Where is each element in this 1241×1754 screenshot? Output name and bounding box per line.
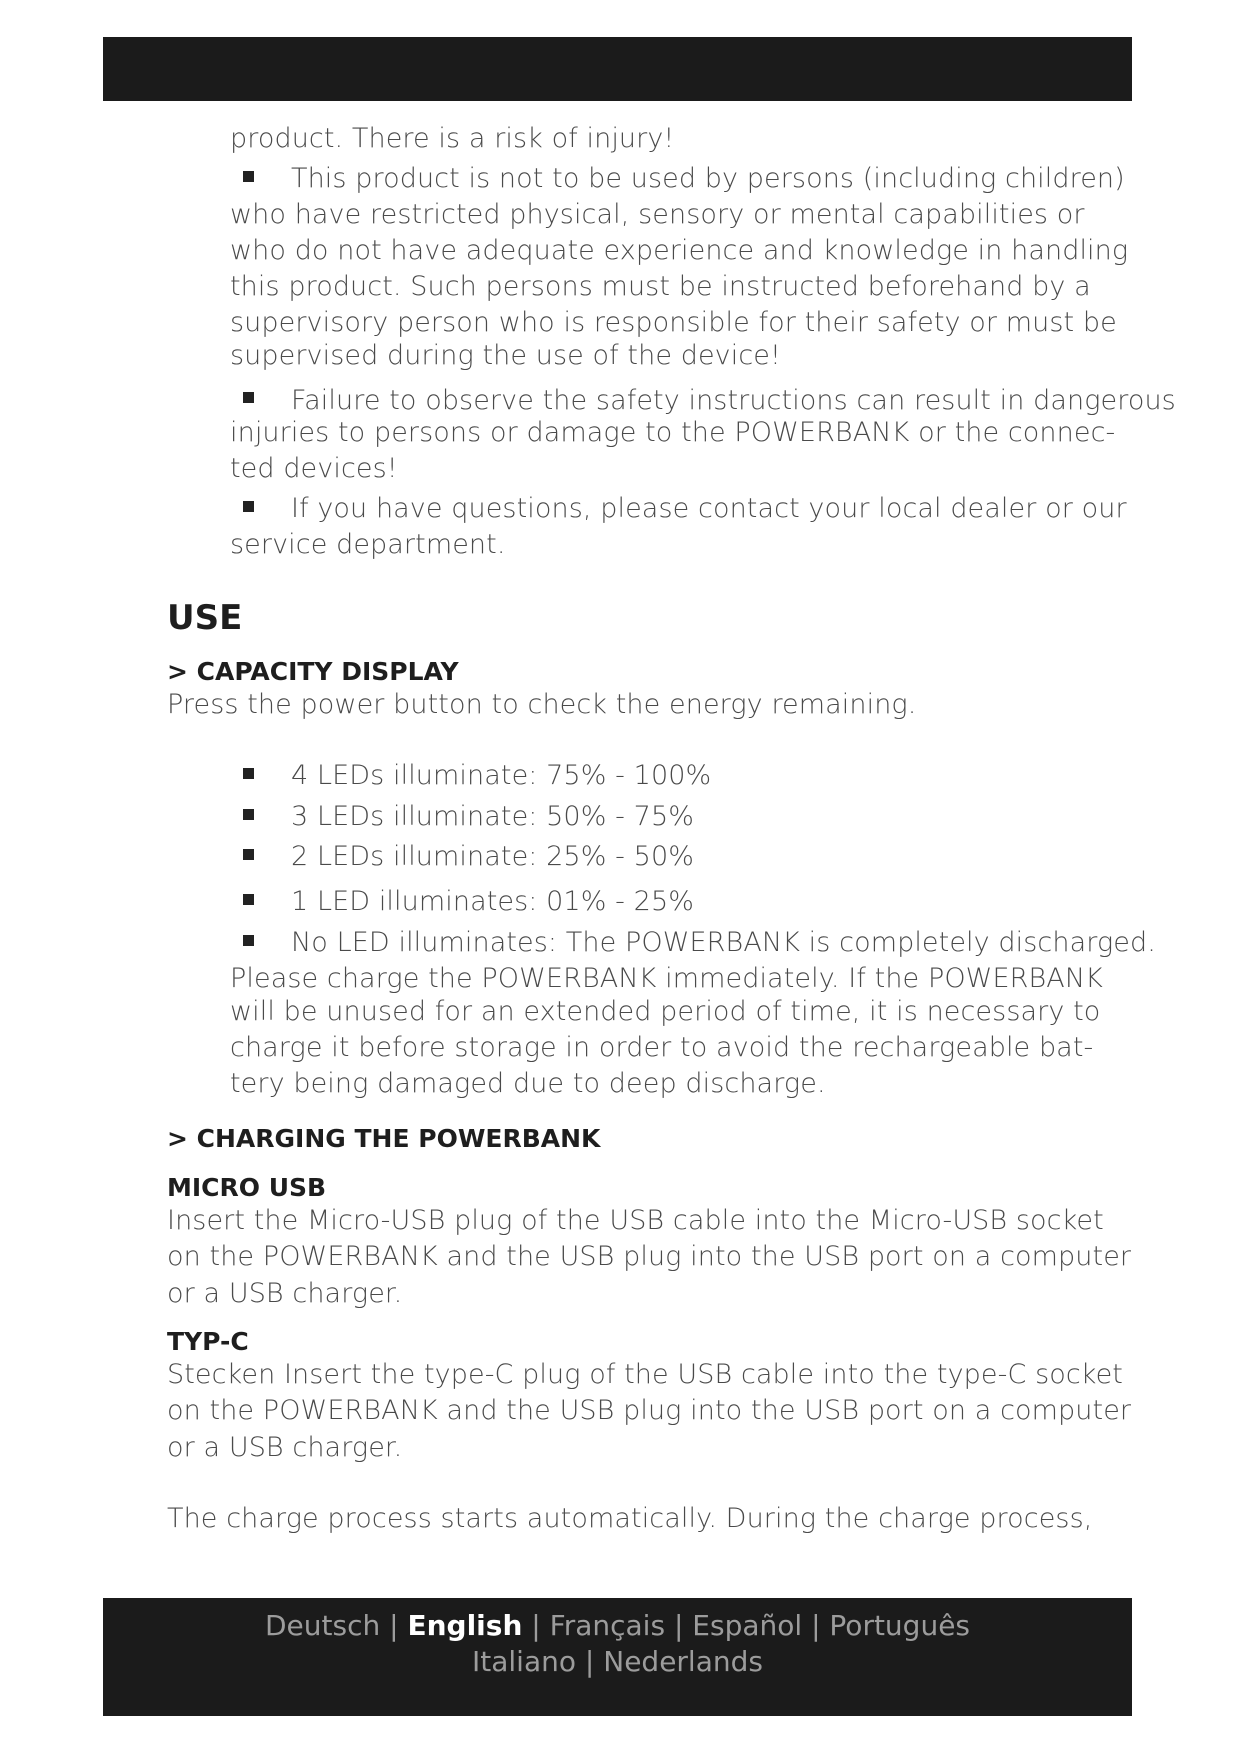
typ-c-text: on the POWERBANK and the USB plug into the USB port on a computer <box>167 1395 1132 1426</box>
lang-nederlands[interactable]: Nederlands <box>603 1645 763 1678</box>
micro-usb-text: Insert the Micro-USB plug of the USB cable into the Micro-USB socket <box>167 1205 1104 1236</box>
lang-francais[interactable]: Français <box>549 1609 666 1642</box>
charge-auto-text: The charge process starts automatically. During the charge process, <box>167 1503 1093 1534</box>
lang-separator: | <box>584 1645 595 1678</box>
lang-portugues[interactable]: Português <box>829 1609 971 1642</box>
capacity-note: charge it before storage in order to avoid the rechargeable bat- <box>230 1032 1094 1063</box>
lang-separator: | <box>811 1609 821 1642</box>
heading-charging: > CHARGING THE POWERBANK <box>167 1124 601 1153</box>
section-title-use: USE <box>167 598 243 638</box>
bullet-icon <box>243 809 254 820</box>
language-line-2 <box>103 1644 1132 1680</box>
safety-text: Failure to observe the safety instructions can result in dangerous <box>291 385 1176 416</box>
capacity-item: 1 LED illuminates: 01% - 25% <box>291 886 694 917</box>
language-footer <box>103 1598 1132 1716</box>
language-line-1 <box>103 1608 1132 1644</box>
safety-text: injuries to persons or damage to the POWERBANK or the connec- <box>230 417 1116 448</box>
safety-line: product. There is a risk of injury! <box>230 123 675 154</box>
safety-text: who have restricted physical, sensory or mental capabilities or <box>230 199 1085 230</box>
bullet-icon <box>243 501 254 512</box>
safety-text: ted devices! <box>230 453 398 484</box>
bullet-icon <box>243 849 254 860</box>
lang-espanol[interactable]: Español <box>692 1609 803 1642</box>
capacity-item: No LED illuminates: The POWERBANK is completely discharged. <box>291 927 1156 958</box>
capacity-note: will be unused for an extended period of time, it is necessary to <box>230 996 1101 1027</box>
safety-text: This product is not to be used by persons (including children) <box>291 163 1125 194</box>
lang-italiano[interactable]: Italiano <box>472 1645 576 1678</box>
lang-separator: | <box>531 1609 541 1642</box>
bullet-icon <box>243 768 254 779</box>
bullet-icon <box>243 171 254 182</box>
capacity-item: 4 LEDs illuminate: 75% - 100% <box>291 760 712 791</box>
bullet-icon <box>243 894 254 905</box>
capacity-item: 3 LEDs illuminate: 50% - 75% <box>291 801 694 832</box>
heading-typ-c: TYP-C <box>167 1327 249 1356</box>
lang-english[interactable]: English <box>407 1609 523 1642</box>
capacity-intro: Press the power button to check the energy remaining. <box>167 689 917 720</box>
safety-text: If you have questions, please contact your local dealer or our <box>291 493 1127 524</box>
safety-text: service department. <box>230 529 506 560</box>
safety-text: who do not have adequate experience and knowledge in handling <box>230 235 1129 266</box>
safety-text: this product. Such persons must be instructed beforehand by a <box>230 271 1091 302</box>
lang-deutsch[interactable]: Deutsch <box>264 1609 381 1642</box>
bullet-icon <box>243 935 254 946</box>
safety-text: supervisory person who is responsible for their safety or must be <box>230 307 1117 338</box>
typ-c-text: Stecken Insert the type-C plug of the USB cable into the type-C socket <box>167 1359 1123 1390</box>
capacity-item: 2 LEDs illuminate: 25% - 50% <box>291 841 694 872</box>
micro-usb-text: on the POWERBANK and the USB plug into the USB port on a computer <box>167 1241 1132 1272</box>
capacity-note: tery being damaged due to deep discharge. <box>230 1068 826 1099</box>
lang-separator: | <box>389 1609 399 1642</box>
capacity-note: Please charge the POWERBANK immediately. If the POWERBANK <box>230 963 1103 994</box>
safety-text: supervised during the use of the device! <box>230 340 781 371</box>
micro-usb-text: or a USB charger. <box>167 1278 403 1309</box>
heading-micro-usb: MICRO USB <box>167 1173 327 1202</box>
bullet-icon <box>243 392 254 403</box>
typ-c-text: or a USB charger. <box>167 1432 403 1463</box>
heading-capacity-display: > CAPACITY DISPLAY <box>167 657 459 686</box>
lang-separator: | <box>673 1609 684 1642</box>
